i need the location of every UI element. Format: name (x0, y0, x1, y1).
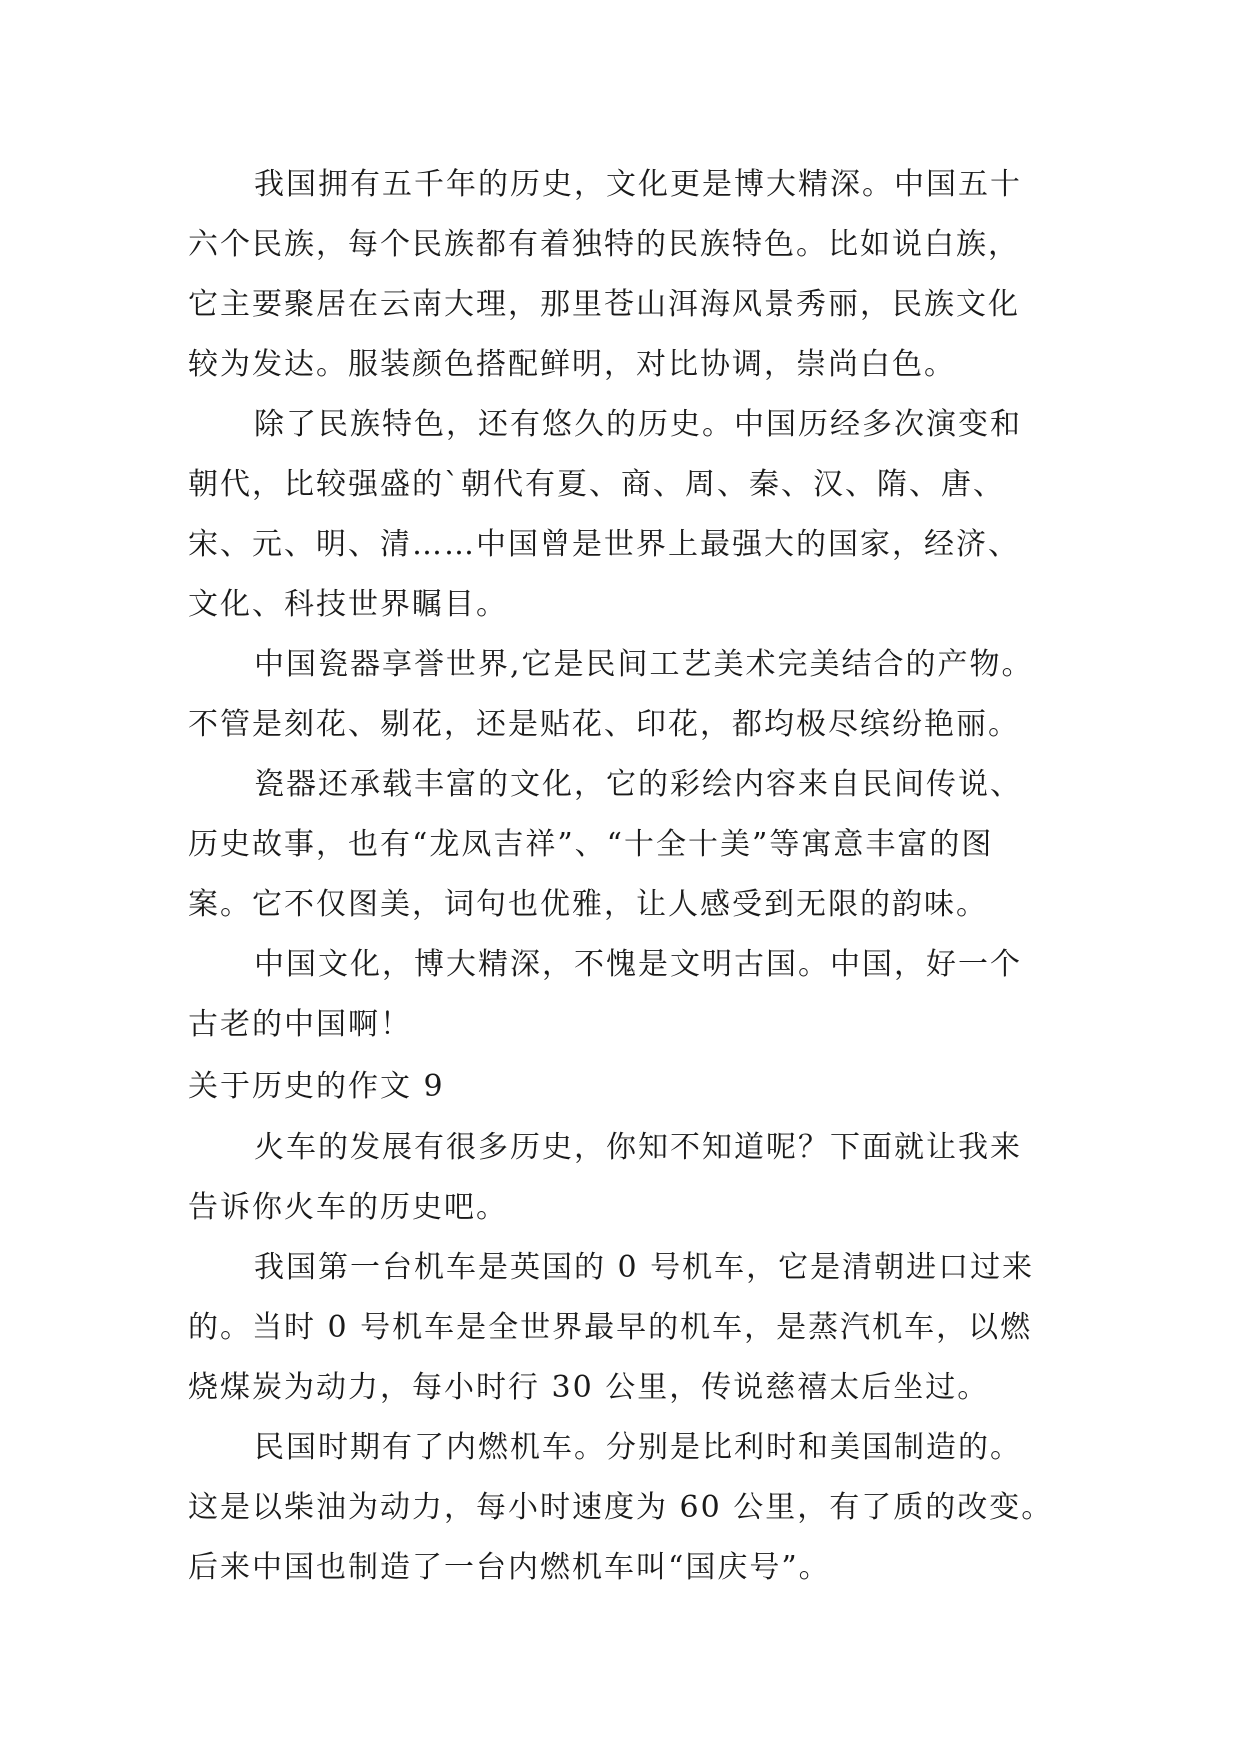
text-line: 不管是刻花、剔花，还是贴花、印花，都均极尽缤纷艳丽。 (188, 707, 1020, 742)
text-line: 我国拥有五千年的历史，文化更是博大精深。中国五十 (254, 167, 1022, 202)
text-line: 的。当时 0 号机车是全世界最早的机车，是蒸汽机车，以燃 (188, 1310, 1033, 1345)
text-line: 古老的中国啊！ (188, 1007, 412, 1042)
paragraph-train-intro (188, 1118, 1068, 1238)
text-line: 朝代，比较强盛的`朝代有夏、商、周、秦、汉、隋、唐、 (188, 467, 1005, 502)
text-line: 历史故事，也有“龙凤吉祥”、“十全十美”等寓意丰富的图 (188, 827, 994, 862)
section-title: 关于历史的作文 9 (188, 1069, 445, 1104)
paragraph-conclusion (188, 935, 1068, 1055)
text-line: 除了民族特色，还有悠久的历史。中国历经多次演变和 (254, 407, 1022, 442)
paragraph-porcelain-culture (188, 755, 1068, 935)
text-line: 案。它不仅图美，词句也优雅，让人感受到无限的韵味。 (188, 887, 988, 922)
paragraph-diesel-locomotive (188, 1418, 1068, 1598)
text-line: 我国第一台机车是英国的 0 号机车，它是清朝进口过来 (254, 1250, 1035, 1285)
text-line: 这是以柴油为动力，每小时速度为 60 公里，有了质的改变。 (188, 1490, 1054, 1525)
text-line: 瓷器还承载丰富的文化，它的彩绘内容来自民间传说、 (254, 767, 1022, 802)
text-line: 告诉你火车的历史吧。 (188, 1190, 508, 1225)
text-line: 文化、科技世界瞩目。 (188, 587, 508, 622)
paragraph-ethnic-culture (188, 155, 1068, 395)
text-line: 中国瓷器享誉世界,它是民间工艺美术完美结合的产物。 (254, 647, 1034, 682)
paragraph-dynasties (188, 395, 1068, 635)
text-line: 民国时期有了内燃机车。分别是比利时和美国制造的。 (254, 1430, 1022, 1465)
text-line: 较为发达。服装颜色搭配鲜明，对比协调，崇尚白色。 (188, 347, 956, 382)
text-line: 后来中国也制造了一台内燃机车叫“国庆号”。 (188, 1550, 831, 1585)
paragraph-porcelain (188, 635, 1068, 755)
paragraph-first-locomotive (188, 1238, 1068, 1418)
text-line: 它主要聚居在云南大理，那里苍山洱海风景秀丽，民族文化 (188, 287, 1020, 322)
text-line: 六个民族，每个民族都有着独特的民族特色。比如说白族， (188, 227, 1020, 262)
text-line: 中国文化，博大精深，不愧是文明古国。中国，好一个 (254, 947, 1022, 982)
text-line: 烧煤炭为动力，每小时行 30 公里，传说慈禧太后坐过。 (188, 1370, 990, 1405)
document-body (188, 155, 1068, 1598)
text-line: 宋、元、明、清……中国曾是世界上最强大的国家，经济、 (188, 527, 1020, 562)
text-line: 火车的发展有很多历史，你知不知道呢？下面就让我来 (254, 1130, 1022, 1165)
